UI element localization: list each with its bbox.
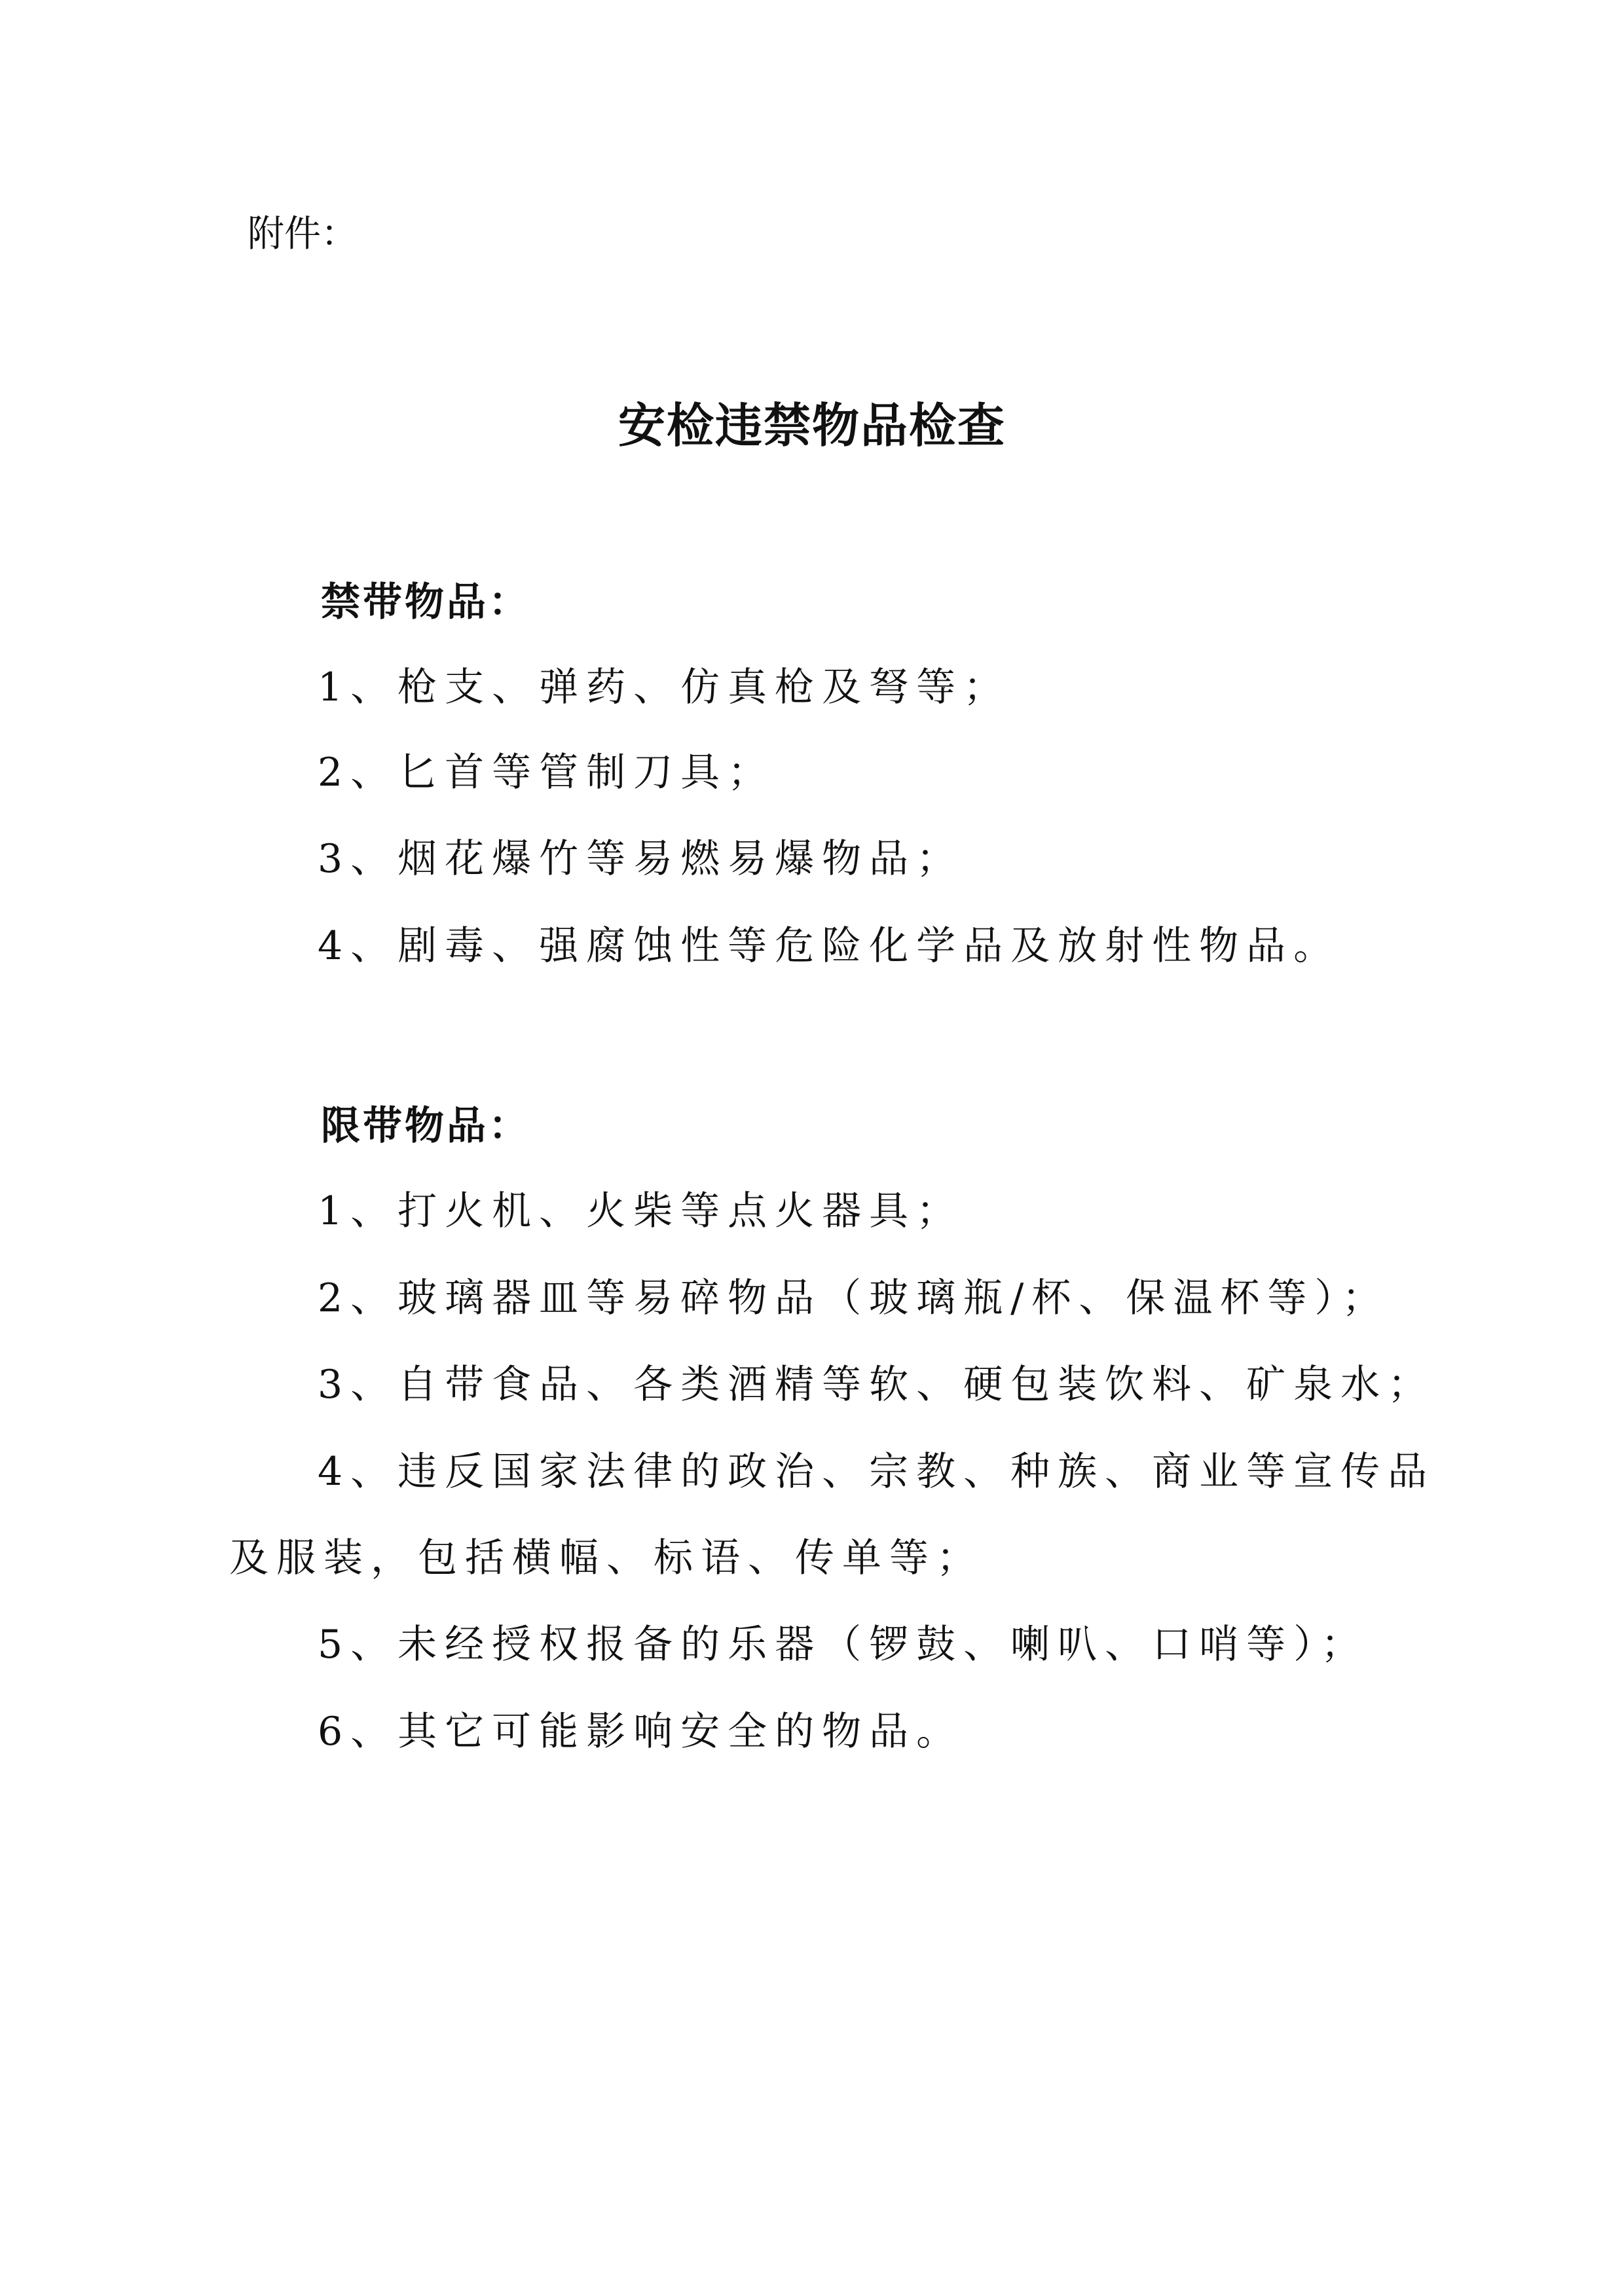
restricted-item-1: 1、打火机、火柴等点火器具； [318,1188,964,1234]
restricted-item-4-continuation: 及服装，包括横幅、标语、传单等； [229,1535,984,1581]
prohibited-item-2: 2、匕首等管制刀具； [318,750,775,795]
prohibited-item-1: 1、枪支、弹药、仿真枪及弩等； [318,665,1011,710]
restricted-item-4: 4、违反国家法律的政治、宗教、种族、商业等宣传品 [318,1449,1435,1495]
restricted-item-2: 2、玻璃器皿等易碎物品（玻璃瓶/杯、保温杯等）； [318,1275,1390,1321]
attachment-label: 附件： [248,213,358,255]
prohibited-item-4: 4、剧毒、强腐蚀性等危险化学品及放射性物品。 [318,923,1341,969]
restricted-item-5: 5、未经授权报备的乐器（锣鼓、喇叭、口哨等）； [318,1622,1369,1667]
prohibited-heading: 禁带物品： [321,579,530,625]
restricted-item-3: 3、自带食品、各类酒精等软、硬包装饮料、矿泉水； [318,1362,1435,1408]
prohibited-item-3: 3、烟花爆竹等易燃易爆物品； [318,836,964,882]
restricted-heading: 限带物品： [321,1103,530,1149]
restricted-item-6: 6、其它可能影响安全的物品。 [318,1709,964,1755]
document-title: 安检违禁物品检查 [618,398,1006,453]
